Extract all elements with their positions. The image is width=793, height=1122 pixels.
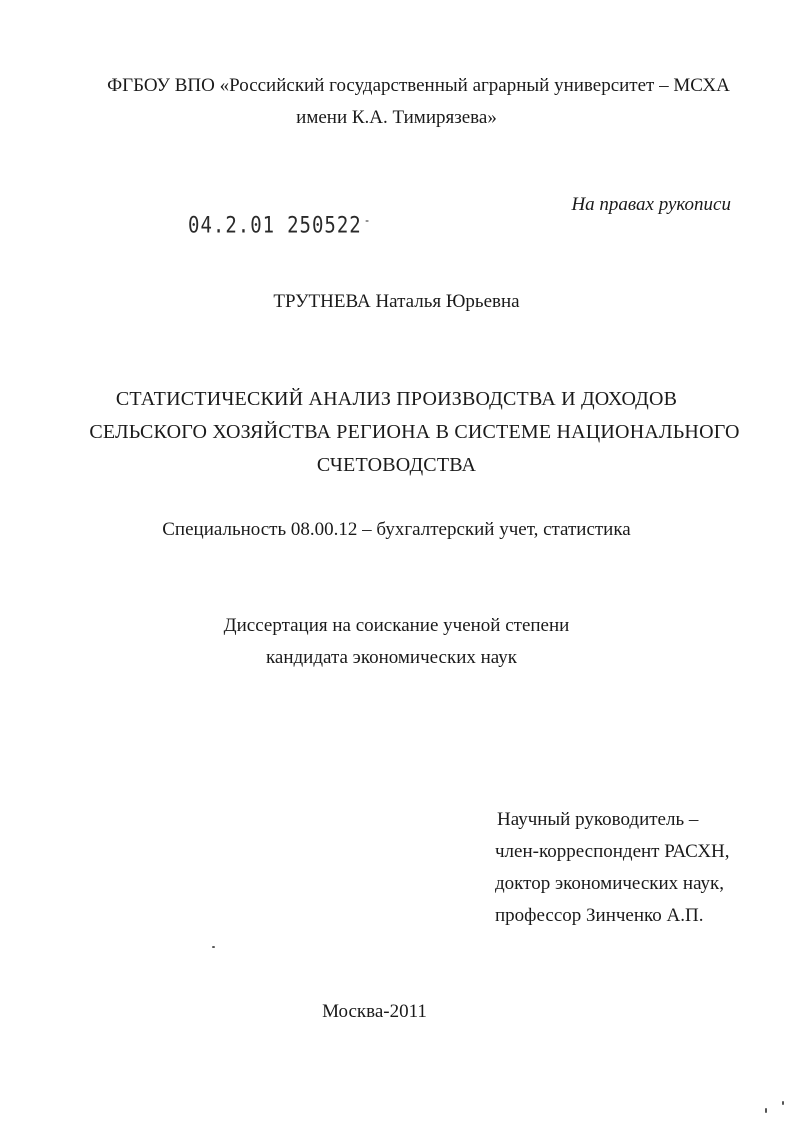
- scan-speck: [782, 1101, 784, 1105]
- degree-line-1: Диссертация на соискание ученой степени: [223, 615, 570, 636]
- registration-stamp: [188, 213, 371, 238]
- supervisor-line-3: доктор экономических наук,: [495, 873, 725, 894]
- dissertation-title-line-3: СЧЕТОВОДСТВА: [316, 454, 477, 476]
- stamp-code-part-2: 250522: [287, 213, 362, 239]
- author-name: ТРУТНЕВА Наталья Юрьевна: [273, 291, 520, 312]
- institution-line-1: ФГБОУ ВПО «Российский государственный аграрный университет – МСХА: [107, 75, 730, 96]
- dissertation-title-line-2: СЕЛЬСКОГО ХОЗЯЙСТВА РЕГИОНА В СИСТЕМЕ НАЦИОНАЛЬНОГО: [89, 421, 740, 443]
- scan-speck: [765, 1108, 767, 1113]
- stamp-tick-mark: -: [363, 213, 372, 228]
- institution-line-2: имени К.А. Тимирязева»: [296, 107, 497, 128]
- manuscript-rights-note: На правах рукописи: [571, 194, 731, 215]
- supervisor-line-4: профессор Зинченко А.П.: [495, 905, 704, 926]
- supervisor-line-2: член-корреспондент РАСХН,: [495, 841, 730, 862]
- specialty-line: Специальность 08.00.12 – бухгалтерский учет, статистика: [162, 519, 631, 540]
- supervisor-line-1: Научный руководитель –: [497, 809, 699, 830]
- city-year: Москва-2011: [322, 1001, 427, 1022]
- scan-speck: [212, 946, 215, 948]
- stamp-code-part-1: 04.2.01: [188, 213, 276, 239]
- degree-line-2: кандидата экономических наук: [265, 647, 518, 668]
- dissertation-title-line-1: СТАТИСТИЧЕСКИЙ АНАЛИЗ ПРОИЗВОДСТВА И ДОХОДОВ: [115, 388, 678, 410]
